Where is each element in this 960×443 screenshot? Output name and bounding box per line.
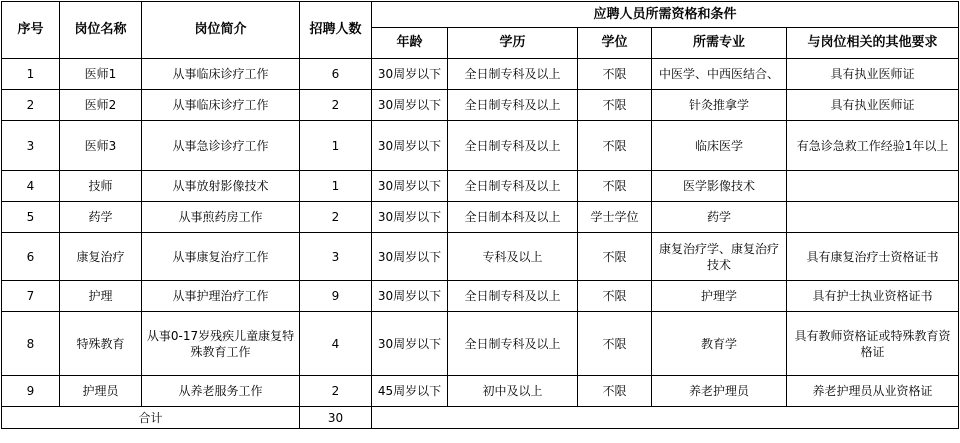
cell-intro: 从事护理治疗工作 [142,281,300,312]
header-position-name: 岗位名称 [60,2,142,59]
table-row [2,171,959,202]
cell-education: 专科及以上 [448,233,578,281]
cell-intro: 从事煎药房工作 [142,202,300,233]
cell-count: 3 [300,233,372,281]
table-row [2,233,959,281]
header-other-requirements: 与岗位相关的其他要求 [787,28,959,59]
cell-major: 教育学 [652,312,787,376]
cell-degree: 不限 [578,281,652,312]
cell-count: 1 [300,121,372,171]
cell-name: 药学 [60,202,142,233]
cell-major: 康复治疗学、康复治疗技术 [652,233,787,281]
cell-other: 养老护理员从业资格证 [787,376,959,407]
cell-seq: 3 [2,121,60,171]
header-hire-count: 招聘人数 [300,2,372,59]
cell-degree: 学士学位 [578,202,652,233]
cell-count: 1 [300,171,372,202]
header-seq: 序号 [2,2,60,59]
cell-seq: 4 [2,171,60,202]
cell-count: 2 [300,376,372,407]
cell-degree: 不限 [578,59,652,90]
header-age: 年龄 [372,28,448,59]
table-row [2,202,959,233]
cell-major: 临床医学 [652,121,787,171]
header-education: 学历 [448,28,578,59]
cell-degree: 不限 [578,312,652,376]
cell-age: 45周岁以下 [372,376,448,407]
cell-intro: 从事康复治疗工作 [142,233,300,281]
table-row [2,90,959,121]
cell-seq: 5 [2,202,60,233]
cell-other: 有急诊急救工作经验1年以上 [787,121,959,171]
total-label: 合计 [2,407,300,429]
cell-intro: 从养老服务工作 [142,376,300,407]
recruitment-table [1,1,959,429]
total-empty [372,407,959,429]
cell-degree: 不限 [578,171,652,202]
cell-name: 特殊教育 [60,312,142,376]
cell-age: 30周岁以下 [372,202,448,233]
cell-education: 全日制专科及以上 [448,90,578,121]
table-row [2,121,959,171]
cell-other: 具有教师资格证或特殊教育资格证 [787,312,959,376]
cell-name: 护理员 [60,376,142,407]
cell-name: 康复治疗 [60,233,142,281]
cell-name: 医师3 [60,121,142,171]
cell-seq: 7 [2,281,60,312]
cell-education: 全日制本科及以上 [448,202,578,233]
cell-major: 养老护理员 [652,376,787,407]
cell-other: 具有执业医师证 [787,90,959,121]
cell-count: 6 [300,59,372,90]
cell-degree: 不限 [578,90,652,121]
cell-seq: 6 [2,233,60,281]
table-row [2,281,959,312]
cell-other: 具有执业医师证 [787,59,959,90]
cell-name: 技师 [60,171,142,202]
cell-age: 30周岁以下 [372,312,448,376]
table-row [2,312,959,376]
cell-degree: 不限 [578,233,652,281]
table-row [2,376,959,407]
cell-degree: 不限 [578,376,652,407]
cell-intro: 从事0-17岁残疾儿童康复特殊教育工作 [142,312,300,376]
cell-seq: 1 [2,59,60,90]
cell-seq: 9 [2,376,60,407]
cell-name: 医师1 [60,59,142,90]
cell-intro: 从事放射影像技术 [142,171,300,202]
cell-age: 30周岁以下 [372,281,448,312]
cell-age: 30周岁以下 [372,59,448,90]
cell-other: 具有康复治疗士资格证书 [787,233,959,281]
cell-education: 全日制专科及以上 [448,121,578,171]
cell-age: 30周岁以下 [372,90,448,121]
cell-degree: 不限 [578,121,652,171]
total-row [2,407,959,429]
cell-age: 30周岁以下 [372,171,448,202]
cell-education: 全日制专科及以上 [448,171,578,202]
cell-major: 中医学、中西医结合、 [652,59,787,90]
cell-count: 2 [300,202,372,233]
cell-intro: 从事急诊诊疗工作 [142,121,300,171]
cell-major: 针灸推拿学 [652,90,787,121]
cell-name: 医师2 [60,90,142,121]
cell-intro: 从事临床诊疗工作 [142,59,300,90]
cell-education: 全日制专科及以上 [448,312,578,376]
cell-count: 2 [300,90,372,121]
cell-intro: 从事临床诊疗工作 [142,90,300,121]
header-degree: 学位 [578,28,652,59]
cell-name: 护理 [60,281,142,312]
cell-other [787,202,959,233]
cell-seq: 2 [2,90,60,121]
cell-major: 药学 [652,202,787,233]
cell-other [787,171,959,202]
header-qualifications: 应聘人员所需资格和条件 [372,2,959,28]
cell-education: 初中及以上 [448,376,578,407]
cell-count: 4 [300,312,372,376]
cell-major: 护理学 [652,281,787,312]
total-count: 30 [300,407,372,429]
cell-count: 9 [300,281,372,312]
table-row [2,59,959,90]
cell-age: 30周岁以下 [372,121,448,171]
header-major: 所需专业 [652,28,787,59]
cell-other: 具有护士执业资格证书 [787,281,959,312]
cell-major: 医学影像技术 [652,171,787,202]
cell-seq: 8 [2,312,60,376]
header-position-intro: 岗位简介 [142,2,300,59]
cell-education: 全日制专科及以上 [448,281,578,312]
cell-education: 全日制专科及以上 [448,59,578,90]
cell-age: 30周岁以下 [372,233,448,281]
